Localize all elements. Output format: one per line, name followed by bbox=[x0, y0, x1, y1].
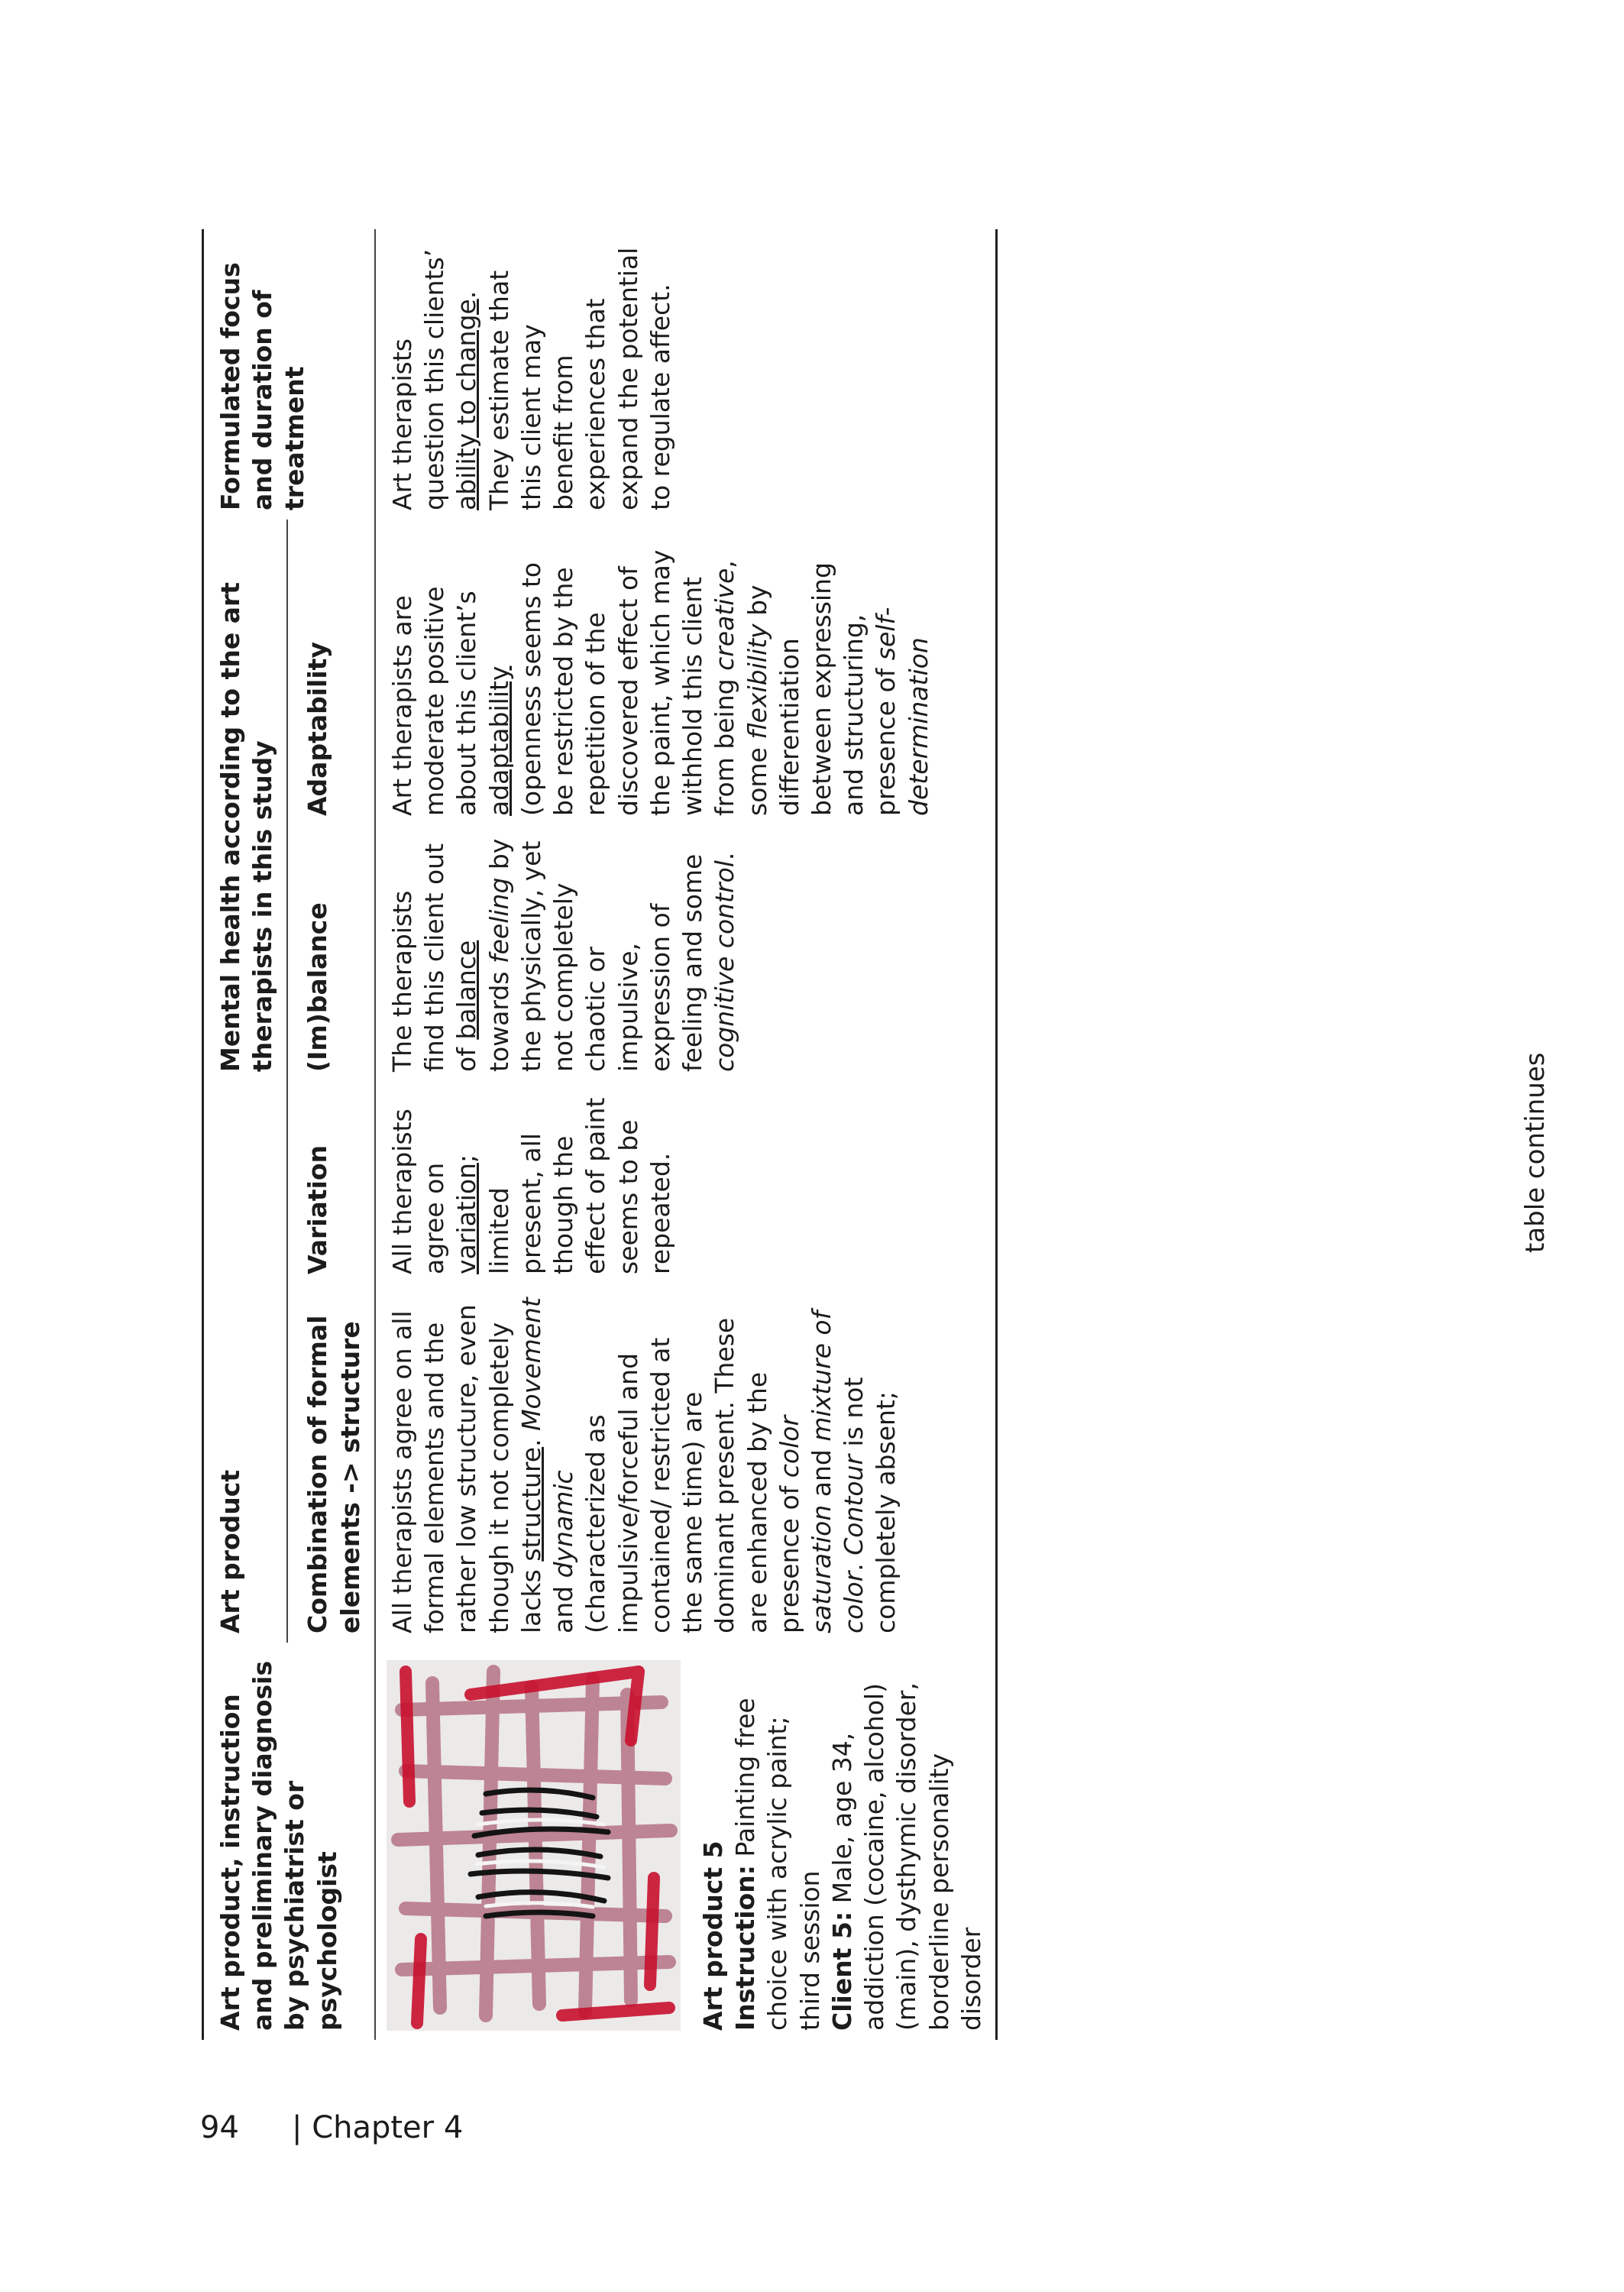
results-table bbox=[202, 229, 998, 2040]
instruction-label: Instruction: bbox=[730, 1865, 761, 2031]
col-header-focus: Formulated focus and duration of treatment bbox=[203, 229, 375, 520]
col-header-art-product-diagnosis: Art product, instruction and preliminary diagnosis by psychiatrist or psychologist bbox=[203, 1643, 375, 2040]
client-label: Client 5: bbox=[827, 1911, 857, 2031]
group-header-art-product: Art product bbox=[203, 1081, 288, 1643]
subheader-adaptability: Adaptability bbox=[302, 642, 333, 816]
cell-combination: All therapists agree on all formal elements and the rather low structure, even though it not completely lacks structure. Movement and dynamic (characterized as impulsive/forceful and contained/ restricted at the same time) are dominant present. These are enhanced by the presence of color saturation and mixture of color. Contour is not completely absent; bbox=[375, 1284, 997, 1643]
cell-adaptability: Art therapists are moderate positive about this client’s adaptability (openness seems to be restricted by the repetition of the discovered effect of the paint, which may withhold this client from being creative, some flexibility by differentiation between expressing and structuring, presence of self-determination bbox=[375, 520, 997, 825]
painting-icon bbox=[387, 1660, 681, 2031]
cell-variation: All therapists agree on variation; limited present, all though the effect of paint seems to be repeated. bbox=[375, 1081, 997, 1284]
cell-imbalance: The therapists find this client out of balance towards feeling by the physically, yet not completely chaotic or impulsive, expression of feeling and some cognitive control. bbox=[375, 825, 997, 1081]
rotated-table-container bbox=[202, 229, 1370, 2040]
client-value: Male, age 34, addiction (cocaine, alcohol) (main), dysthymic disorder, borderline personality disorder bbox=[827, 1682, 986, 2031]
instruction-text bbox=[730, 1653, 827, 2031]
page-number: 94 bbox=[200, 2110, 239, 2145]
subheader-variation: Variation bbox=[302, 1144, 333, 1274]
cell-art-product bbox=[375, 1643, 997, 2040]
subheader-imbalance: (Im)balance bbox=[302, 902, 333, 1072]
art-product-label: Art product 5 bbox=[697, 1840, 728, 2031]
instruction-value: Painting free choice with acrylic paint; third session bbox=[730, 1698, 825, 2031]
client-text bbox=[827, 1653, 988, 2031]
table-continues-note: table continues bbox=[1520, 1052, 1551, 1253]
abstract-painting-image bbox=[387, 1660, 681, 2031]
table-row bbox=[375, 229, 997, 2040]
chapter-label: | Chapter 4 bbox=[292, 2110, 464, 2145]
subheader-combination: Combination of formal elements -> structure bbox=[302, 1315, 365, 1633]
group-header-mental-health: Mental health according to the art therapists in this study bbox=[203, 520, 288, 1081]
cell-focus: Art therapists question this clients’ ability to change. They estimate that this client may benefit from experiences that expand the potential to regulate affect. bbox=[375, 229, 997, 520]
header-row-groups bbox=[203, 229, 288, 2040]
